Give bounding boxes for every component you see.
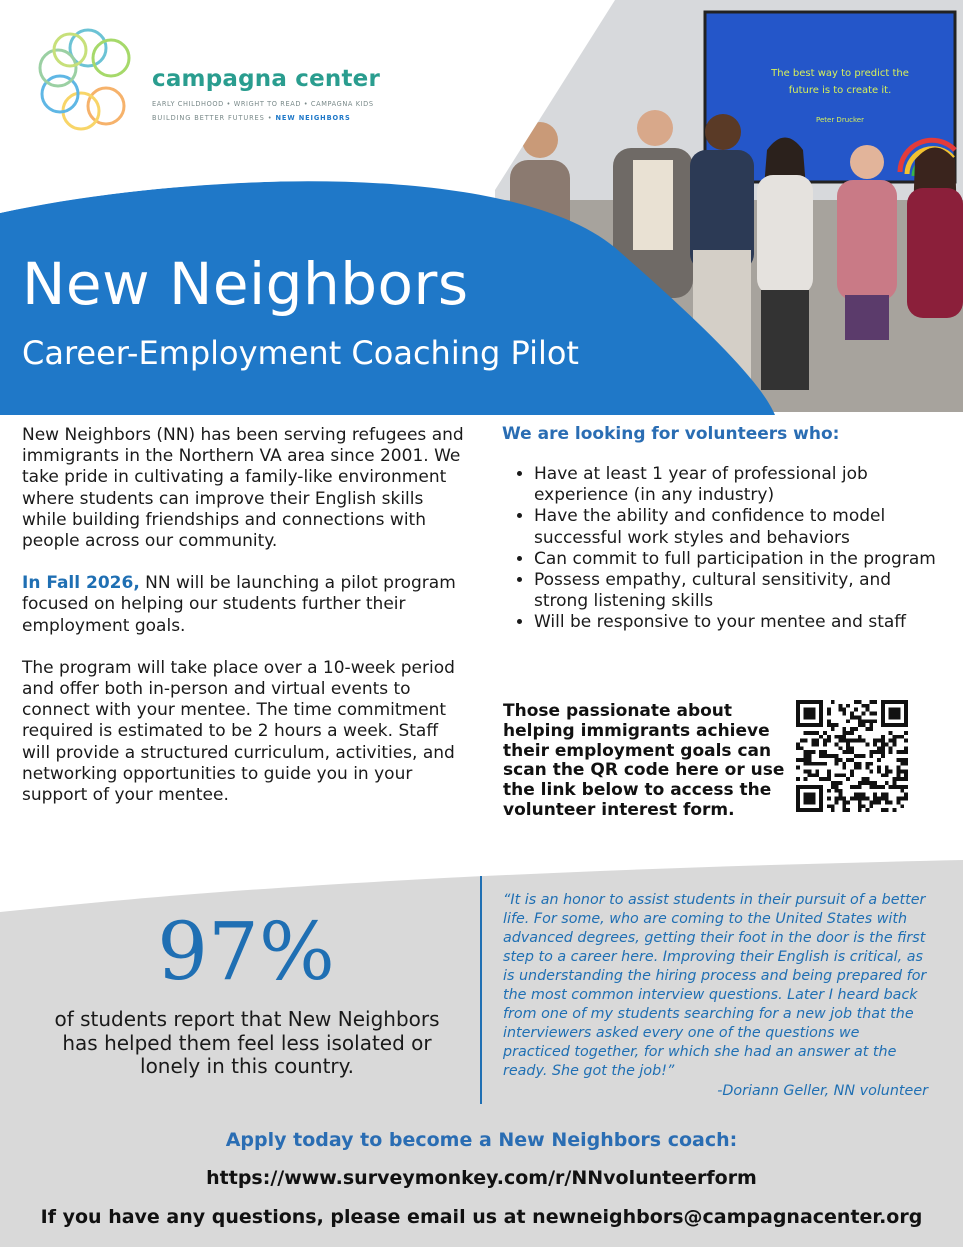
statistic-percent: 97%	[157, 905, 335, 998]
intro-paragraph-3: The program will take place over a 10-week period and offer both in-person and virtual events to connect with your mentee. The time commitment required is estimated to be 2 hours a week. Staff will provide a structured curriculum, activities, and networking opportunities to guide you in your support of your mentee.	[22, 657, 455, 806]
volunteer-form-qr-code[interactable]	[796, 700, 908, 812]
launch-date-highlight: In Fall 2026,	[22, 573, 140, 594]
quote-divider	[480, 876, 482, 1104]
page-subtitle: Career-Employment Coaching Pilot	[22, 334, 579, 372]
volunteer-list	[502, 464, 947, 634]
volunteer-testimonial	[503, 891, 928, 1101]
svg-text:Peter Drucker: Peter Drucker	[816, 116, 864, 124]
campagna-logo-mark	[36, 26, 141, 135]
intro-section	[22, 425, 467, 827]
statistic-caption: of students report that New Neighbors has helped them feel less isolated or lonely in this country.	[54, 1007, 440, 1078]
volunteer-list-item: • Will be responsive to your mentee and staff	[534, 612, 947, 633]
intro-paragraph-1: New Neighbors (NN) has been serving refugees and immigrants in the Northern VA area since 2001. We take pride in cultivating a family-like environment where students can improve their English skills while building friendships and connections with people across our community.	[22, 425, 464, 552]
page-title: New Neighbors	[22, 250, 469, 318]
logo-wordmark: campagna center	[152, 66, 381, 92]
volunteer-form-link[interactable]: https://www.surveymonkey.com/r/NNvolunteerform	[206, 1167, 757, 1189]
svg-text:The best way to predict the: The best way to predict the	[771, 68, 909, 79]
testimonial-attribution: -Doriann Geller, NN volunteer	[717, 1083, 928, 1099]
intro-paragraph-2-text: NN will be launching a pilot program focused on helping our students further their employment goals.	[22, 573, 456, 636]
volunteer-heading: We are looking for volunteers who:	[502, 424, 840, 444]
volunteer-list-item: • Have the ability and confidence to model successful work styles and behaviors	[534, 506, 947, 548]
contact-email-line: If you have any questions, please email us at newneighbors@campagnacenter.org	[40, 1206, 923, 1228]
qr-call-to-action: Those passionate about helping immigrants achieve their employment goals can scan the QR code here or use the link below to access the volunteer interest form.	[503, 701, 785, 820]
logo-tagline-text: BUILDING BETTER FUTURES •	[152, 114, 273, 122]
apply-heading: Apply today to become a New Neighbors coach:	[225, 1129, 738, 1151]
logo-tagline-highlight: NEW NEIGHBORS	[275, 114, 351, 122]
volunteer-list-item: • Have at least 1 year of professional job experience (in any industry)	[534, 464, 947, 506]
testimonial-quote: “It is an honor to assist students in their pursuit of a better life. For some, who are coming to the United States with advanced degrees, getting their foot in the door is the first step to a career here. Improving their English is critical, as is understanding the hiring process and being prepared for the most common interview questions. Later I heard back from one of my students searching for a new job that the interviewers asked every one of the questions we practiced together, for which she had an answer at the ready. She got the job!”	[503, 892, 927, 1079]
volunteer-list-item: • Possess empathy, cultural sensitivity, and strong listening skills	[534, 570, 947, 612]
volunteer-requirements	[502, 424, 947, 634]
logo-programs: EARLY CHILDHOOD • WRIGHT TO READ • CAMPAGNA KIDS	[152, 100, 374, 108]
intro-paragraph-2	[22, 573, 467, 637]
volunteer-list-item: • Can commit to full participation in the program	[534, 549, 947, 570]
svg-text:future is to create it.: future is to create it.	[788, 85, 892, 96]
logo-tagline	[152, 114, 351, 122]
